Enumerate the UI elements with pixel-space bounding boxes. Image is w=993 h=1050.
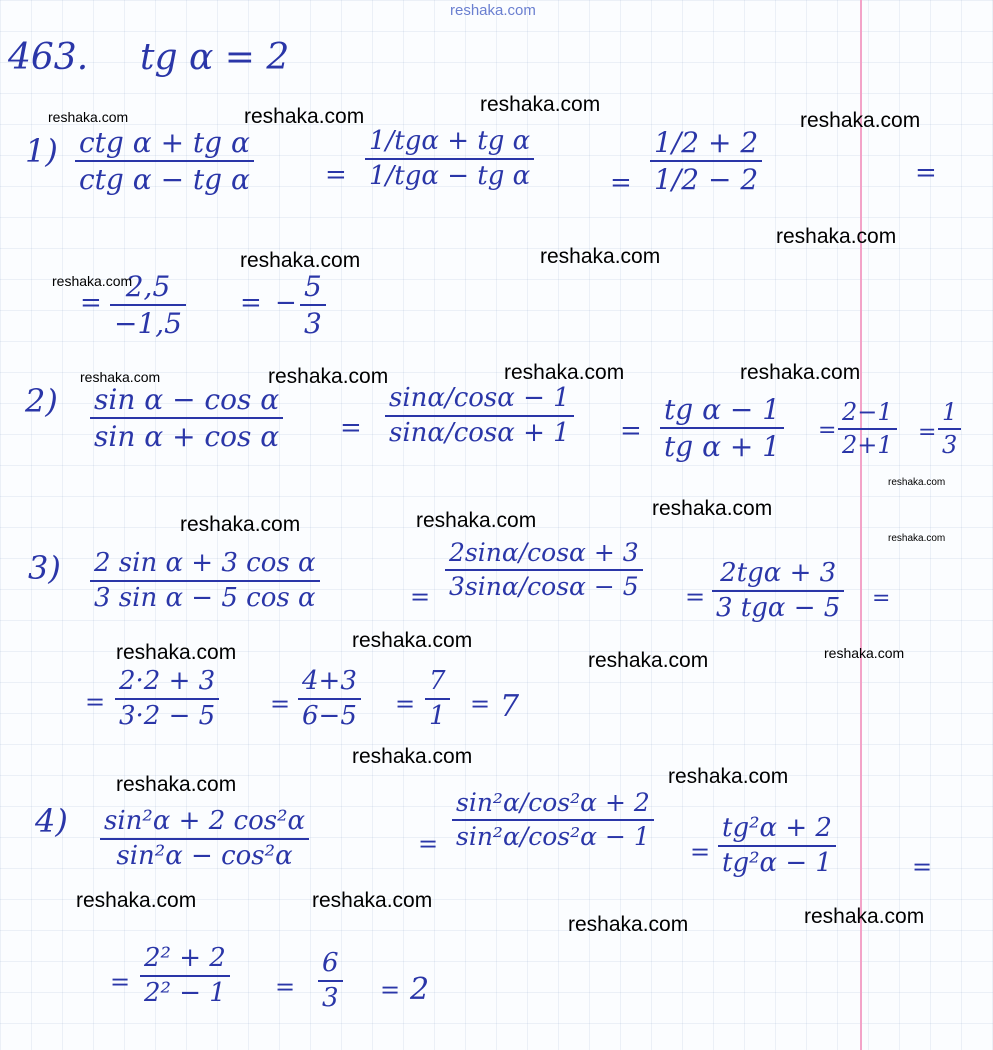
fraction-bar bbox=[140, 975, 230, 977]
watermark: reshaka.com bbox=[76, 889, 197, 912]
numerator: 2sinα/cosα + 3 bbox=[449, 538, 639, 567]
watermark: reshaka.com bbox=[568, 913, 689, 936]
equals-sign: = bbox=[915, 158, 937, 188]
numerator: sinα/cosα − 1 bbox=[389, 383, 570, 413]
equals-sign: = bbox=[872, 586, 891, 611]
denominator: tg²α − 1 bbox=[722, 848, 832, 879]
numerator: 2² + 2 bbox=[144, 943, 226, 973]
equals-sign: = bbox=[110, 968, 131, 996]
fraction-bar bbox=[445, 569, 643, 571]
watermark: reshaka.com bbox=[116, 773, 237, 796]
fraction bbox=[838, 400, 897, 458]
result: 2 bbox=[410, 972, 430, 1007]
watermark: reshaka.com bbox=[540, 245, 661, 268]
numerator: 2,5 bbox=[125, 270, 171, 303]
denominator: 1 bbox=[429, 701, 446, 732]
numerator: 2·2 + 3 bbox=[119, 666, 216, 696]
fraction bbox=[318, 950, 343, 1013]
numerator: 5 bbox=[304, 270, 322, 303]
fraction-bar bbox=[298, 698, 361, 700]
denominator: ctg α − tg α bbox=[79, 163, 250, 197]
numerator: 7 bbox=[429, 666, 446, 696]
denominator: sinα/cosα + 1 bbox=[389, 418, 570, 449]
fraction-bar bbox=[100, 838, 309, 840]
watermark: reshaka.com bbox=[668, 765, 789, 788]
denominator: 3 tgα − 5 bbox=[716, 593, 841, 624]
equals-sign: = bbox=[270, 690, 291, 718]
numerator: tg²α + 2 bbox=[722, 813, 832, 843]
equals-sign: = bbox=[380, 976, 401, 1004]
watermark: reshaka.com bbox=[776, 225, 897, 248]
fraction-bar bbox=[300, 304, 326, 306]
fraction-bar bbox=[75, 160, 254, 162]
denominator: sin²α/cos²α − 1 bbox=[456, 822, 650, 852]
fraction-bar bbox=[110, 304, 186, 306]
result: 7 bbox=[500, 689, 520, 724]
problem-number: 463. bbox=[8, 37, 89, 78]
numerator: tg α − 1 bbox=[664, 393, 781, 426]
fraction bbox=[140, 945, 230, 1008]
fraction bbox=[938, 400, 961, 458]
equals-sign: = bbox=[395, 690, 416, 718]
numerator: 4+3 bbox=[302, 666, 357, 696]
fraction-bar bbox=[660, 427, 784, 429]
numerator: sin²α/cos²α + 2 bbox=[456, 788, 650, 817]
fraction-bar bbox=[650, 160, 762, 162]
watermark: reshaka.com bbox=[800, 109, 921, 132]
denominator: 1/2 − 2 bbox=[654, 163, 759, 197]
numerator: 1/tgα + tg α bbox=[369, 126, 531, 156]
watermark: reshaka.com bbox=[48, 109, 129, 125]
equals-sign: = bbox=[818, 418, 837, 443]
denominator: 3·2 − 5 bbox=[119, 701, 216, 732]
equals-sign: = bbox=[80, 288, 102, 318]
numerator: 1 bbox=[942, 398, 958, 426]
fraction bbox=[75, 128, 254, 195]
fraction bbox=[365, 128, 534, 191]
fraction-bar bbox=[90, 417, 283, 419]
fraction-bar bbox=[365, 158, 534, 160]
fraction bbox=[425, 668, 450, 731]
numerator: 6 bbox=[322, 948, 339, 978]
step-label: 2) bbox=[25, 382, 58, 420]
fraction bbox=[298, 668, 361, 731]
watermark: reshaka.com bbox=[504, 361, 625, 384]
fraction bbox=[452, 790, 654, 851]
equals-sign: = bbox=[418, 830, 439, 858]
watermark: reshaka.com bbox=[52, 273, 133, 289]
fraction bbox=[300, 272, 326, 339]
step-label: 1) bbox=[25, 132, 58, 170]
equals-sign: = bbox=[620, 416, 642, 446]
equals-sign: = bbox=[685, 583, 706, 611]
numerator: sin²α + 2 cos²α bbox=[104, 806, 306, 836]
numerator: ctg α + tg α bbox=[79, 126, 250, 159]
fraction-bar bbox=[318, 980, 343, 982]
denominator: tg α + 1 bbox=[664, 430, 781, 464]
equals-sign: = bbox=[918, 420, 937, 445]
watermark: reshaka.com bbox=[804, 905, 925, 928]
numerator: 1/2 + 2 bbox=[654, 126, 759, 159]
fraction bbox=[115, 668, 219, 731]
watermark: reshaka.com bbox=[352, 629, 473, 652]
numerator: 2tgα + 3 bbox=[720, 558, 837, 588]
fraction-bar bbox=[115, 698, 219, 700]
numerator: 2 sin α + 3 cos α bbox=[94, 548, 316, 578]
watermark: reshaka.com bbox=[244, 105, 365, 128]
denominator: 3 bbox=[942, 431, 958, 460]
equals-sign: = bbox=[85, 688, 106, 716]
fraction bbox=[660, 395, 784, 462]
equals-sign: = bbox=[610, 168, 632, 198]
fraction-bar bbox=[838, 428, 897, 430]
watermark: reshaka.com bbox=[480, 93, 601, 116]
margin-line bbox=[860, 0, 862, 1050]
denominator: 2² − 1 bbox=[144, 978, 226, 1009]
watermark: reshaka.com bbox=[180, 513, 301, 536]
step-label: 3) bbox=[28, 549, 61, 587]
denominator: 3 bbox=[322, 983, 339, 1014]
watermark: reshaka.com bbox=[888, 533, 946, 544]
denominator: 1/tgα − tg α bbox=[369, 161, 531, 192]
numerator: 2−1 bbox=[842, 398, 893, 426]
watermark: reshaka.com bbox=[240, 249, 361, 272]
watermark: reshaka.com bbox=[312, 889, 433, 912]
denominator: 2+1 bbox=[842, 431, 893, 460]
step-label: 4) bbox=[35, 802, 68, 840]
equals-sign: = bbox=[470, 690, 491, 718]
watermark: reshaka.com bbox=[116, 641, 237, 664]
watermark: reshaka.com bbox=[268, 365, 389, 388]
denominator: −1,5 bbox=[114, 307, 182, 341]
denominator: 3 sin α − 5 cos α bbox=[94, 583, 316, 614]
fraction-bar bbox=[718, 845, 836, 847]
fraction bbox=[650, 128, 762, 195]
minus-sign: − bbox=[275, 288, 297, 318]
fraction bbox=[445, 540, 643, 601]
fraction bbox=[712, 560, 844, 623]
equals-sign: = bbox=[690, 838, 711, 866]
denominator: sin²α − cos²α bbox=[116, 841, 293, 872]
watermark: reshaka.com bbox=[824, 645, 905, 661]
fraction bbox=[90, 385, 283, 452]
fraction bbox=[718, 815, 836, 878]
fraction bbox=[385, 385, 574, 448]
fraction-bar bbox=[938, 428, 961, 430]
equals-sign: = bbox=[410, 583, 431, 611]
numerator: sin α − cos α bbox=[94, 383, 280, 416]
denominator: 3 bbox=[304, 307, 322, 341]
fraction-bar bbox=[385, 415, 574, 417]
fraction-bar bbox=[712, 590, 844, 592]
watermark: reshaka.com bbox=[652, 497, 773, 520]
equals-sign: = bbox=[275, 973, 296, 1001]
equals-sign: = bbox=[240, 288, 262, 318]
fraction bbox=[90, 550, 320, 613]
fraction-bar bbox=[90, 580, 320, 582]
denominator: sin α + cos α bbox=[94, 420, 280, 454]
watermark: reshaka.com bbox=[888, 477, 946, 488]
equals-sign: = bbox=[340, 413, 362, 443]
denominator: 3sinα/cosα − 5 bbox=[449, 572, 639, 602]
given-condition: tg α = 2 bbox=[140, 37, 290, 78]
equals-sign: = bbox=[325, 160, 347, 190]
denominator: 6−5 bbox=[302, 701, 357, 732]
equals-sign: = bbox=[912, 853, 933, 881]
watermark: reshaka.com bbox=[740, 361, 861, 384]
watermark: reshaka.com bbox=[450, 2, 536, 19]
watermark: reshaka.com bbox=[588, 649, 709, 672]
watermark: reshaka.com bbox=[352, 745, 473, 768]
fraction-bar bbox=[425, 698, 450, 700]
watermark: reshaka.com bbox=[416, 509, 537, 532]
fraction bbox=[100, 808, 309, 871]
fraction-bar bbox=[452, 819, 654, 821]
watermark: reshaka.com bbox=[80, 369, 161, 385]
